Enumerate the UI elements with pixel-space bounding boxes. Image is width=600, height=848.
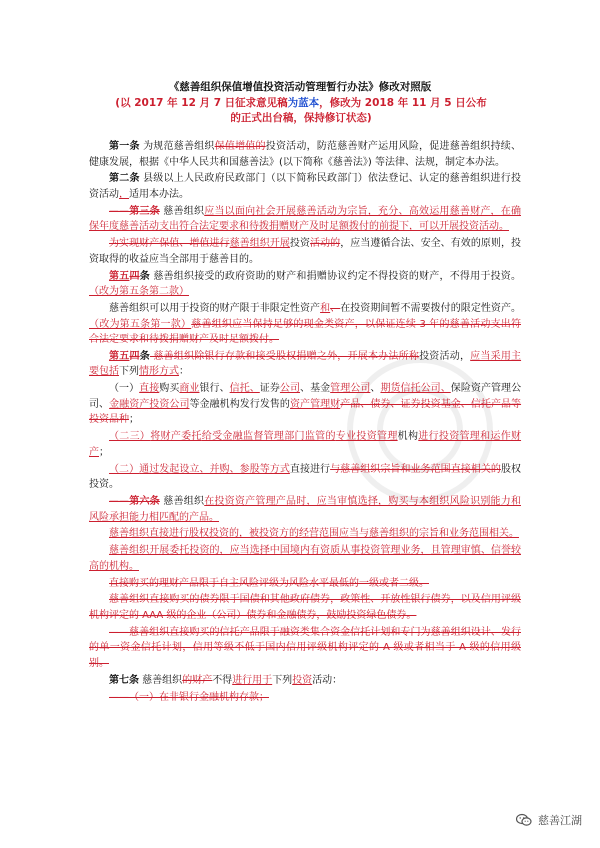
article-1-text-2: 投资活动，防范慈善财产运用风险，促进慈善组织持续、健康发展，根据《中华人民共和国慈善法》(以下简称《慈善法》) 等法律、法规，制定本办法。 — [89, 141, 522, 168]
article-4-label-inserted: 第五 — [109, 270, 130, 282]
article-6-para-a: 慈善组织直接进行股权投资的，被投资方的经营范围应当与慈善组织的宗旨和业务范围相关。 — [109, 528, 519, 540]
item-3-ins-a: 将财产委托 — [150, 431, 202, 443]
paragraph-6-deleted-2: 慈善组织应当保持足够的现金类资产，以保证连续 3 年的慈善活动支出符合法定要求和待拨捐赠财产及时足额拨付。 — [89, 318, 521, 346]
article-6-para-e: ——慈善组织直接购买的信托产品限于融资类集合资金信托计划和专门为慈善组织设计、发行的单一资金信托计划，信用等级不低于国内信用评级机构评定的 A 级或者相当于 A 级的信用级别。 — [89, 626, 521, 669]
article-4c-colon: ： — [179, 366, 189, 378]
item-1-ins-a: 直接 — [139, 383, 160, 395]
item-1-ins-g: 金融资产投资公司 — [109, 398, 190, 410]
subtitle-part-d: 的正式出台稿，保持修订状态 — [230, 112, 367, 124]
item-1-ins-f: 期货信托公司、 — [380, 383, 451, 395]
footer-account-name: 慈善江湖 — [538, 814, 582, 827]
item-1-text-e: 、 — [370, 383, 381, 395]
item-1-text-a: 购买 — [159, 383, 180, 395]
item-1-ins-c: 信托、 — [229, 383, 260, 395]
article-7-text-3: 下列 — [272, 674, 293, 686]
article-4c-label-suffix: 条 — [139, 350, 150, 362]
article-7 — [89, 673, 521, 689]
article-7-deleted: 的财产 — [182, 674, 213, 686]
article-6 — [89, 494, 521, 525]
item-3 — [89, 429, 521, 460]
item-2-text: 直接进行 — [289, 463, 331, 475]
article-7-label: 第七条 — [109, 674, 139, 686]
article-1-text: 为规范慈善组织 — [139, 141, 215, 152]
article-2-inserted: ， — [119, 188, 129, 200]
article-6-text: 慈善组织 — [159, 496, 205, 507]
item-2-deleted: 与慈善组织宗旨和业务范围直接相关的 — [330, 463, 501, 475]
article-7-inserted: 进行用于 — [232, 674, 273, 686]
article-4-first — [89, 269, 521, 300]
article-6-label: ——第六条 — [109, 496, 160, 507]
article-4c-label-inserted: 第五 — [109, 350, 130, 362]
article-3-label: ——第三条 — [109, 205, 160, 217]
item-1-text-g: 等金融机构发行发售的 — [189, 398, 290, 410]
item-3-text: 机构 — [397, 431, 419, 443]
item-2-end: 股权投资。 — [89, 463, 522, 491]
paragraph-4 — [89, 236, 521, 267]
document-body — [89, 139, 521, 706]
paragraph-4-deleted: 为实现财产保值、增值进行 — [109, 238, 230, 250]
article-1 — [89, 139, 521, 170]
item-1-text-c: 证券 — [259, 383, 280, 395]
subtitle-part-a: 以 2017 年 12 月 7 日征求意见稿 — [120, 97, 288, 109]
item-1-ins-b: 商业 — [179, 383, 200, 395]
article-6-para-c: 直接购买的理财产品限于自主风险评级为风险水平最低的一级或者二级。 — [109, 577, 429, 589]
paragraph-6-inserted: 和 — [320, 302, 331, 314]
article-4-note: （改为第五条第二款） — [89, 286, 189, 298]
article-6-para-b: 慈善组织开展委托投资的，应当选择中国境内有资质从事投资管理业务，且管理审慎、信誉较高的机构。 — [89, 545, 521, 572]
paragraph-6-note: （改为第五条第一款） — [89, 318, 192, 330]
item-2-label: （二） — [109, 463, 140, 475]
item-1-ins-h: 资产管理财 — [289, 398, 341, 410]
article-7-text-2: 不得 — [212, 674, 233, 686]
article-4c-inserted: 应当采用主要包括 — [89, 350, 522, 378]
article-4-second — [89, 349, 521, 380]
item-3-ins-b: 给受金融监督管理部门监管的 — [201, 431, 336, 443]
article-3 — [89, 204, 521, 235]
paragraph-6-text-2: 在投资期间暂不需要拨付的限定性资产。 — [340, 302, 522, 314]
footer-account — [516, 812, 582, 828]
item-3-label: （二三） — [109, 431, 151, 443]
article-4c-label-deleted: 四 — [129, 350, 140, 362]
article-4c-text: 投资活动， — [419, 350, 471, 362]
article-2-text: 县级以上人民政府民政部门（以下简称民政部门）依法登记、认定的慈善组织进行投资活动 — [89, 173, 522, 200]
item-1-text-d: 、基金 — [300, 383, 331, 395]
article-1-deleted: 保值增值的 — [214, 141, 266, 152]
wechat-icon — [516, 813, 532, 827]
subtitle-close: ) — [366, 112, 372, 124]
article-2-text-2: 适用本办法。 — [129, 188, 189, 200]
paragraph-4-deleted-2: 活动的 — [310, 238, 341, 250]
item-1-text-b: 银行、 — [199, 383, 230, 395]
item-1-text-f: 保险资产管理公司、 — [89, 383, 522, 410]
item-3-ins-c: 专业投资管理 — [335, 431, 398, 443]
article-7-text: 慈善组织 — [139, 674, 183, 686]
paragraph-4-inserted: 慈善组织开展 — [229, 238, 290, 250]
article-4-text: 慈善组织接受的政府资助的财产和捐赠协议约定不得投资的财产，不得用于投资。 — [149, 270, 522, 282]
article-3-text: 慈善组织 — [159, 205, 205, 217]
article-6-inserted: 在投资资产管理产品时，应当审慎选择，购买与本组织风险识别能力和风险承担能力相匹配的产品。 — [89, 496, 521, 523]
paragraph-6-deleted: 、 — [330, 302, 341, 314]
item-1-ins-d: 公司 — [279, 383, 301, 395]
item-1-end: ； — [129, 414, 139, 426]
item-3-end: ； — [99, 446, 109, 458]
doc-title: 《慈善组织保值增值投资活动管理暂行办法》修改对照版 — [168, 81, 432, 93]
subtitle-part-b: 为蓝本 — [287, 97, 320, 109]
doc-subtitle — [96, 96, 506, 126]
article-4c-inserted-2: 情形方式 — [139, 366, 179, 378]
paragraph-4-text-2: ，应当遵循合法、安全、有效的原则，投资取得的收益应当全部用于慈善目的。 — [89, 238, 522, 265]
item-3-ins-d: 进行投资管理和运作财产 — [89, 431, 522, 458]
article-1-label: 第一条 — [109, 141, 140, 152]
article-3-inserted: 应当以面向社会开展慈善活动为宗旨，充分、高效运用慈善财产，在确保年度慈善活动支出符合法定要求和待拨捐赠财产及时足额拨付的前提下，可以开展投资活动。 — [89, 205, 521, 233]
paragraph-4-text: 投资 — [289, 238, 311, 250]
paragraph-6 — [89, 301, 521, 348]
article-2-label: 第二条 — [109, 173, 140, 185]
item-2-ins: 通过发起设立、并购、参股等方式 — [139, 463, 290, 475]
subtitle-open: ( — [115, 97, 121, 109]
article-4-label-deleted: 四 — [129, 270, 140, 282]
article-7-text-4: 活动： — [312, 674, 343, 686]
article-6-para-d: 慈善组织直接购买的债券限于国债和其他政府债券，政策性、开放性银行债券，以及信用评级机构评定的 AAA 级的企业（公司）债券和金融债券，鼓励投资绿色债券。 — [89, 594, 521, 622]
subtitle-part-c: ，修改为 2018 年 11 月 5 日公布 — [319, 97, 487, 109]
item-1-label: （一） — [109, 383, 140, 395]
article-7-inserted-2: 投资 — [292, 674, 313, 686]
article-4c-text-2: 下列 — [119, 366, 139, 378]
item-1-deleted: 产品、债券、证券投资基金、信托产品等投资品种 — [89, 398, 522, 426]
item-2 — [89, 462, 521, 493]
article-4c-deleted: 慈善组织除银行存款和接受股权捐赠之外，开展本办法所称 — [149, 350, 420, 362]
item-1-ins-e: 管理公司 — [330, 383, 371, 395]
item-1 — [89, 381, 521, 428]
article-7-item-1: ——（一）在非银行金融机构存款； — [109, 691, 269, 703]
article-2 — [89, 171, 521, 202]
paragraph-6-text: 慈善组织可以用于投资的财产限于非限定性资产 — [109, 302, 321, 314]
article-4-label-suffix: 条 — [139, 270, 150, 282]
